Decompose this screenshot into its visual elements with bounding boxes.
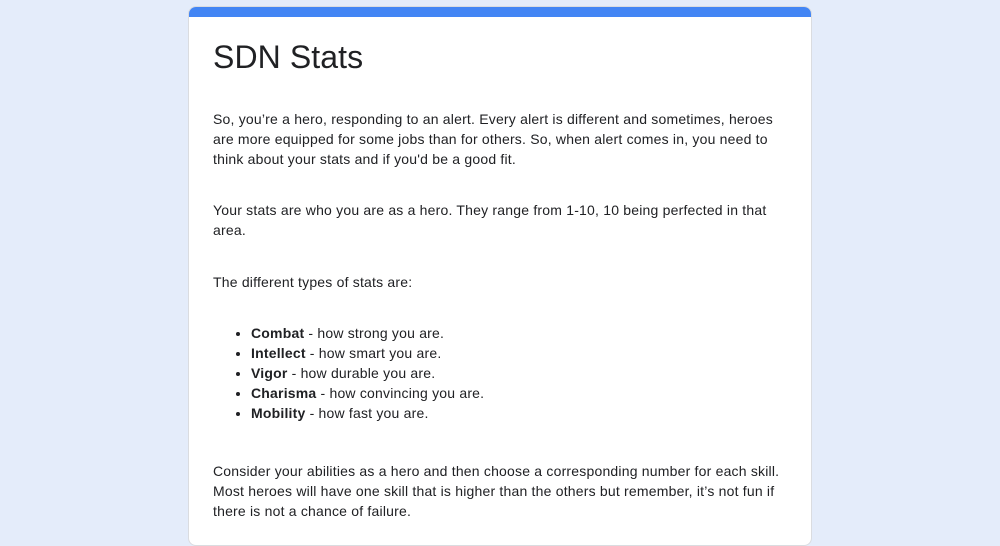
list-item-mobility [251, 403, 787, 423]
description-paragraph-advice: Consider your abilities as a hero and then choose a corresponding number for each skill. Most heroes will have one skill that is higher than the others but remember, it’s not fun if there is not a chance of failure. [213, 463, 780, 519]
stat-text: - how strong you are. [304, 325, 445, 341]
stat-text: - how durable you are. [287, 365, 436, 381]
form-header-body [189, 17, 811, 521]
form-accent-bar [189, 7, 811, 17]
form-description [213, 109, 787, 521]
stat-name: Charisma [251, 385, 317, 401]
stat-name: Mobility [251, 405, 306, 421]
list-item-combat [251, 323, 787, 343]
stat-name: Vigor [251, 365, 288, 381]
list-item-charisma [251, 383, 787, 403]
form-title: SDN Stats [213, 39, 364, 75]
stat-text: - how fast you are. [305, 405, 429, 421]
list-item-intellect [251, 343, 787, 363]
stat-types-list [213, 323, 787, 423]
form-header-card [188, 6, 812, 546]
description-paragraph-intro: So, you’re a hero, responding to an alert. Every alert is different and sometimes, heroes are more equipped for some jobs than for others. So, when alert comes in, you need to think about your stats and if you'd be a good fit. [213, 111, 773, 167]
description-paragraph-stat-types: The different types of stats are: [213, 274, 413, 290]
list-item-vigor [251, 363, 787, 383]
stat-name: Combat [251, 325, 305, 341]
stat-text: - how convincing you are. [316, 385, 485, 401]
stat-name: Intellect [251, 345, 306, 361]
stat-text: - how smart you are. [305, 345, 442, 361]
description-paragraph-stats-range: Your stats are who you are as a hero. They range from 1-10, 10 being perfected in that area. [213, 202, 767, 238]
